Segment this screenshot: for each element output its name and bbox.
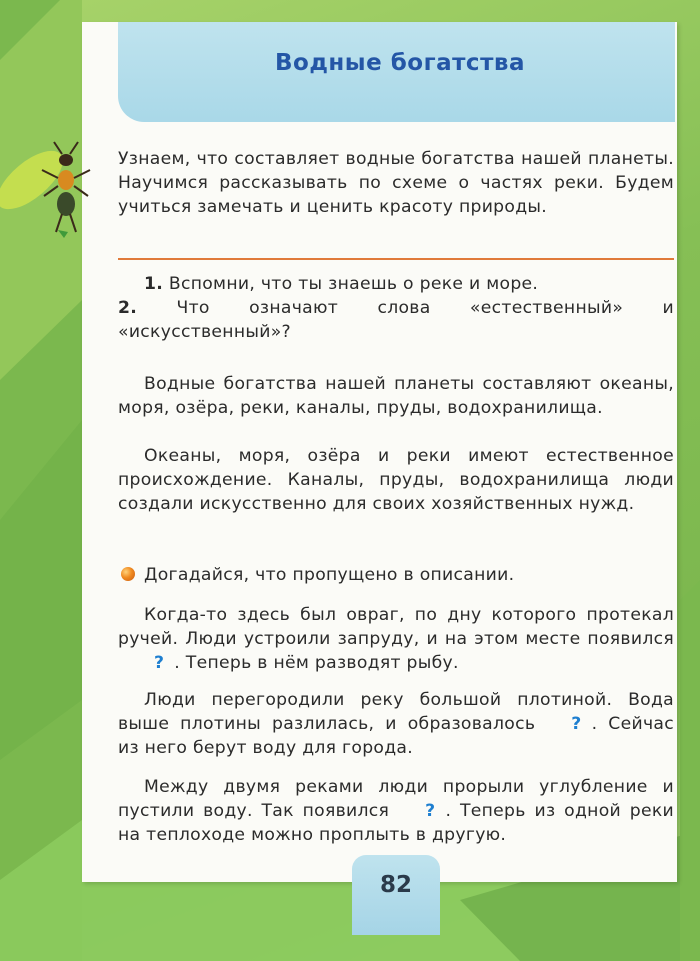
blank-marker: ?	[571, 714, 582, 734]
task-item-2-end: . Сейчас из него берут воду для города.	[118, 714, 674, 758]
ant-icon	[36, 140, 96, 240]
intro-text: Узнаем, что составляет водные богатства нашей планеты. Научимся рассказывать по схеме о частях реки. Будем учиться замечать и ценить красоту природы.	[118, 149, 674, 217]
task-item-1-end: . Теперь в нём разводят рыбу.	[174, 653, 459, 673]
orange-divider	[118, 258, 674, 260]
question-1-text: Вспомни, что ты знаешь о реке и море.	[168, 274, 539, 294]
blank-marker: ?	[154, 653, 165, 673]
task-item-2-start: Люди перегородили реку большой плотиной. Вода выше плотины разлилась, и образовалось	[118, 690, 674, 734]
task-item-2	[118, 688, 674, 760]
page-title: Водные богатства	[275, 50, 525, 76]
questions-block	[118, 272, 674, 344]
paragraph-1: Водные богатства нашей планеты составляют океаны, моря, озёра, реки, каналы, пруды, водохранилища.	[118, 374, 674, 418]
task-item-3-start: Между двумя реками люди прорыли углубление и пустили воду. Так появился	[118, 777, 674, 821]
paragraph-2: Океаны, моря, озёра и реки имеют естественное происхождение. Каналы, пруды, водохранилища люди создали искусственно для своих хозяйственных нужд.	[118, 446, 674, 514]
task-item-1	[118, 603, 674, 675]
orange-ball-icon	[121, 567, 135, 581]
task-item-3-end: . Теперь из одной реки на теплоходе можно проплыть в другую.	[118, 801, 674, 845]
page-number: 82	[379, 872, 412, 898]
question-2-text: Что означают слова «естественный» и «искусственный»?	[118, 298, 675, 342]
question-2	[118, 296, 674, 344]
task-instruction: Догадайся, что пропущено в описании.	[144, 565, 515, 585]
question-2-number: 2.	[118, 298, 138, 318]
question-1	[118, 272, 674, 296]
blank-marker: ?	[425, 801, 436, 821]
task-item-1-start: Когда-то здесь был овраг, по дну которого протекал ручей. Люди устроили запруду, и на этом месте появился	[118, 605, 674, 649]
question-1-number: 1.	[144, 274, 164, 294]
task-item-3	[118, 775, 674, 847]
